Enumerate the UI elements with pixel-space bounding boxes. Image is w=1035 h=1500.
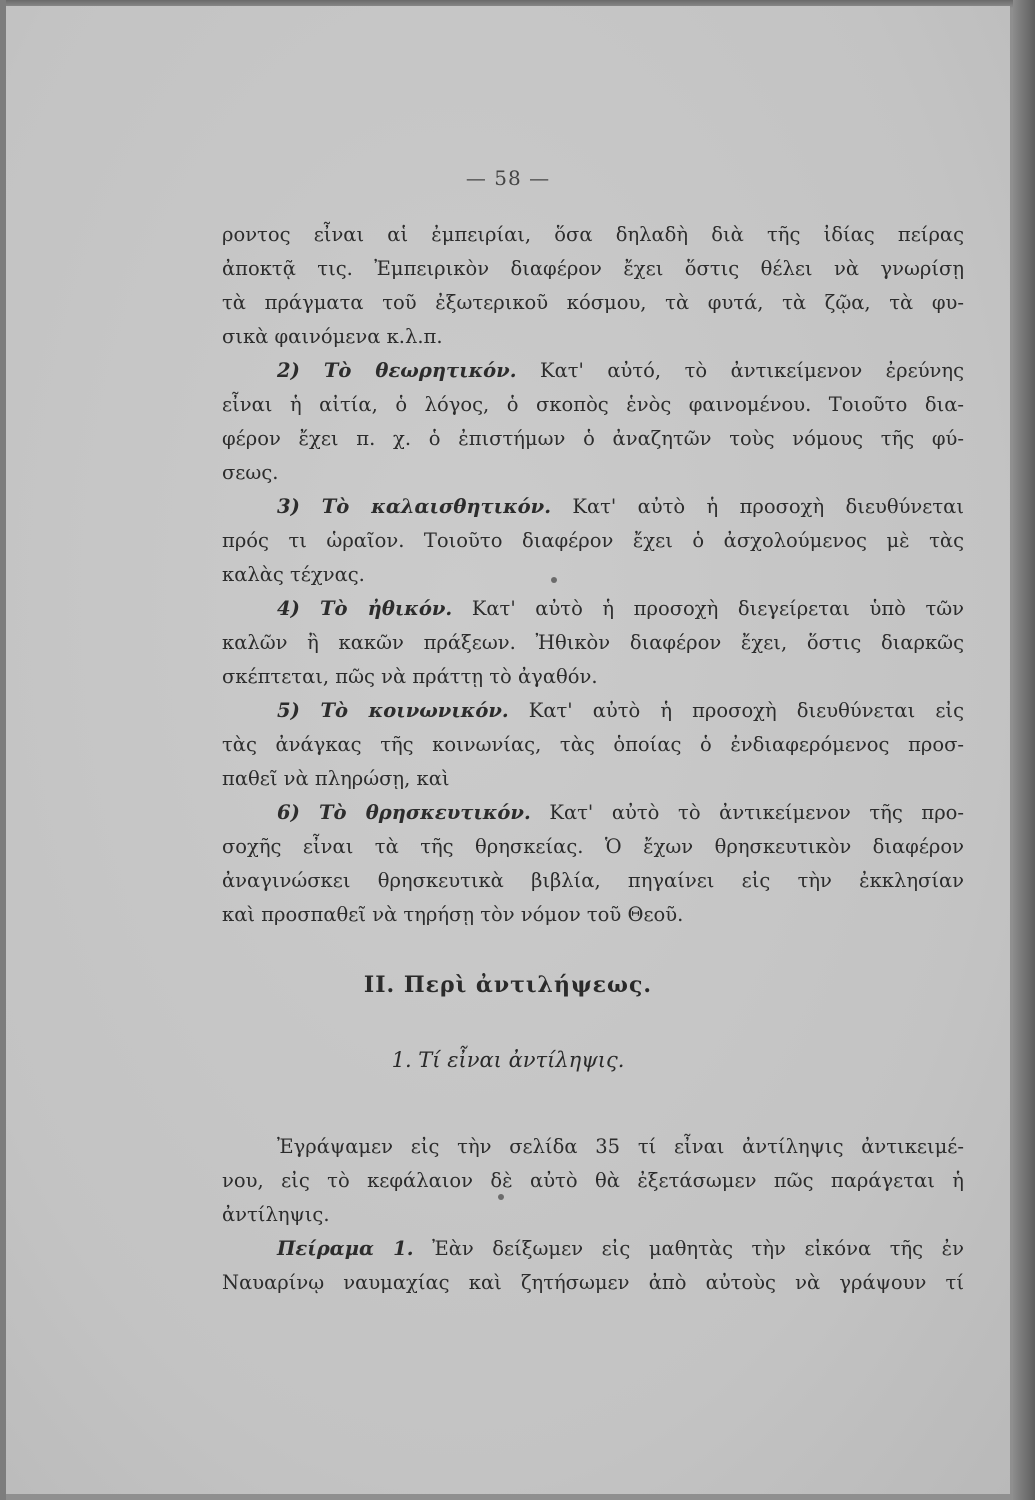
ink-speck [498, 1194, 504, 1200]
ink-speck [551, 577, 557, 583]
item-heading: Πείραμα 1. [277, 1237, 414, 1260]
text-line: Ἐγράψαμεν εἰς τὴν σελίδα 35 τί εἶναι ἀντίληψις ἀντικειμέ- [277, 1135, 964, 1158]
text-line: καλὰς τέχνας. [222, 563, 365, 586]
text-line [222, 490, 964, 524]
text-line: τὰ πράγματα τοῦ ἐξωτερικοῦ κόσμου, τὰ φυτά, τὰ ζῷα, τὰ φυ- [222, 291, 964, 314]
item-heading: 2) Τὸ θεωρητικόν. [277, 359, 517, 382]
text-line [222, 354, 964, 388]
text-line: ἀποκτᾷ τις. Ἐμπειρικὸν διαφέρον ἔχει ὅστις θέλει νὰ γνωρίσῃ [222, 257, 964, 280]
text-line [222, 592, 964, 626]
text-line: Ναυαρίνῳ ναυμαχίας καὶ ζητήσωμεν ἀπὸ αὐτοὺς νὰ γράψουν τί [222, 1271, 964, 1294]
text-line: σοχῆς εἶναι τὰ τῆς θρησκείας. Ὁ ἔχων θρησκευτικὸν διαφέρον [222, 835, 964, 858]
paragraph-continuation [222, 218, 964, 354]
book-page [6, 6, 1010, 1494]
text-line: παθεῖ νὰ πληρώσῃ, καὶ [222, 767, 450, 790]
text-span: Κατ' αὐτὸ ἡ προσοχὴ διευθύνεται [572, 495, 964, 518]
text-line: ἀναγινώσκει θρησκευτικὰ βιβλία, πηγαίνει εἰς τὴν ἐκκλησίαν [222, 869, 964, 892]
text-line: τὰς ἀνάγκας τῆς κοινωνίας, τὰς ὁποίας ὁ ἐνδιαφερόμενος προσ- [222, 733, 964, 756]
text-span: Κατ' αὐτὸ ἡ προσοχὴ διεγείρεται ὑπὸ τῶν [471, 597, 965, 620]
text-line [222, 1232, 964, 1266]
text-line: νου, εἰς τὸ κεφάλαιον δὲ αὐτὸ θὰ ἐξετάσωμεν πῶς παράγεται ἡ [222, 1169, 964, 1192]
text-line: εἶναι ἡ αἰτία, ὁ λόγος, ὁ σκοπὸς ἑνὸς φαινομένου. Τοιοῦτο δια- [222, 393, 964, 416]
text-line: φέρον ἔχει π. χ. ὁ ἐπιστήμων ὁ ἀναζητῶν τοὺς νόμους τῆς φύ- [222, 427, 964, 450]
section-heading: II. Περὶ ἀντιλήψεως. [363, 972, 653, 998]
text-line: καλῶν ἢ κακῶν πράξεων. Ἠθικὸν διαφέρον ἔχει, ὅστις διαρκῶς [222, 631, 964, 654]
item-heading: 4) Τὸ ἠθικόν. [277, 597, 453, 620]
text-line: ροντος εἶναι αἱ ἐμπειρίαι, ὅσα δηλαδὴ διὰ τῆς ἰδίας πείρας [222, 223, 964, 246]
paragraph-intro [222, 1130, 964, 1232]
text-span: Κατ' αὐτὸ ἡ προσοχὴ διευθύνεται εἰς [528, 699, 964, 722]
sub-heading: 1. Τί εἶναι ἀντίληψις. [391, 1048, 625, 1072]
text-span: Κατ' αὐτό, τὸ ἀντικείμενον ἐρεύνης [540, 359, 965, 382]
text-line [222, 796, 964, 830]
paragraph-ethical [222, 592, 964, 694]
page-number: — 58 — [465, 166, 551, 190]
paragraph-aesthetic [222, 490, 964, 592]
text-line: σικὰ φαινόμενα κ.λ.π. [222, 325, 443, 348]
text-line: σεως. [222, 461, 279, 484]
paragraph-theoretical [222, 354, 964, 490]
item-heading: 5) Τὸ κοινωνικόν. [277, 699, 509, 722]
text-span: Κατ' αὐτὸ τὸ ἀντικείμενον τῆς προ- [549, 801, 965, 824]
text-line [222, 694, 964, 728]
paragraph-religious [222, 796, 964, 932]
text-line: πρός τι ὡραῖον. Τοιοῦτο διαφέρον ἔχει ὁ ἀσχολούμενος μὲ τὰς [222, 529, 964, 552]
paragraph-social [222, 694, 964, 796]
text-line: καὶ προσπαθεῖ νὰ τηρήσῃ τὸν νόμον τοῦ Θεοῦ. [222, 903, 684, 926]
item-heading: 3) Τὸ καλαισθητικόν. [277, 495, 552, 518]
text-span: Ἐὰν δείξωμεν εἰς μαθητὰς τὴν εἰκόνα τῆς ἐν [432, 1237, 964, 1260]
item-heading: 6) Τὸ θρησκευτικόν. [277, 801, 531, 824]
paragraph-experiment [222, 1232, 964, 1300]
text-line: σκέπτεται, πῶς νὰ πράττῃ τὸ ἀγαθόν. [222, 665, 598, 688]
scan-edge-right [1013, 0, 1035, 1500]
text-line: ἀντίληψις. [222, 1203, 330, 1226]
